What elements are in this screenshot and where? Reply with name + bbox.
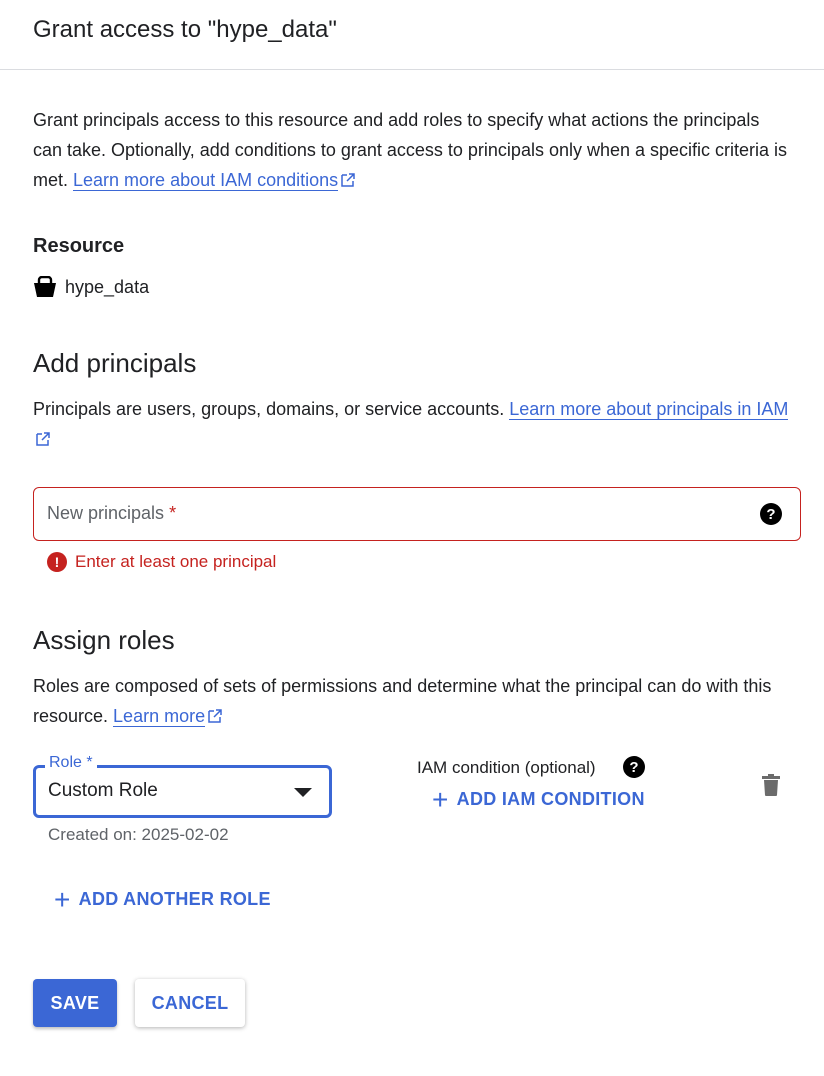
role-select[interactable] — [33, 754, 332, 818]
role-label: Role * — [45, 754, 97, 772]
assign-roles-heading: Assign roles — [33, 625, 175, 655]
add-principals-heading: Add principals — [33, 348, 197, 378]
bucket-icon — [33, 276, 57, 298]
resource-name: hype_data — [65, 276, 150, 297]
iam-condition-label: IAM condition (optional) — [417, 758, 596, 777]
learn-more-iam-conditions-link[interactable]: Learn more about IAM conditions — [73, 170, 339, 190]
cancel-button[interactable]: CANCEL — [135, 979, 245, 1027]
learn-more-principals-link[interactable]: Learn more about principals in IAM — [509, 399, 789, 419]
error-icon: ! — [47, 552, 67, 572]
save-button[interactable]: SAVE — [33, 979, 117, 1027]
add-iam-condition-button[interactable]: + ADD IAM CONDITION — [432, 783, 645, 815]
new-principals-label: New principals * — [47, 503, 177, 523]
help-icon[interactable]: ? — [760, 503, 782, 525]
new-principals-field[interactable] — [33, 487, 801, 541]
external-link-icon — [36, 432, 50, 446]
required-mark: * — [169, 503, 177, 523]
principals-description: Principals are users, groups, domains, or service accounts. Learn more about principals in IAM — [33, 394, 793, 454]
condition-help-icon[interactable]: ? — [623, 756, 645, 778]
intro-text: Grant principals access to this resource and add roles to specify what actions the principals can take. Optionally, add conditions to grant access to principals only when a specific criteria is met. Learn more about IAM conditions — [33, 110, 788, 190]
role-value: Custom Role — [48, 780, 158, 801]
principals-error — [47, 552, 276, 572]
learn-more-roles-link[interactable]: Learn more — [113, 706, 206, 726]
resource-item — [33, 276, 149, 298]
dialog-header — [0, 0, 824, 70]
plus-icon: + — [54, 883, 71, 915]
delete-role-icon[interactable] — [762, 774, 780, 796]
roles-description: Roles are composed of sets of permissions and determine what the principal can do with this resource. Learn more — [33, 676, 772, 726]
page-title: Grant access to "hype_data" — [33, 16, 337, 43]
dropdown-arrow-icon — [294, 788, 312, 797]
role-hint: Created on: 2025-02-02 — [48, 825, 229, 844]
external-link-icon — [208, 709, 222, 723]
new-principals-input[interactable] — [34, 488, 800, 540]
external-link-icon — [341, 173, 355, 187]
resource-heading: Resource — [33, 235, 125, 257]
error-message: Enter at least one principal — [75, 552, 277, 571]
add-another-role-button[interactable]: + ADD ANOTHER ROLE — [54, 883, 271, 915]
plus-icon: + — [432, 783, 449, 815]
